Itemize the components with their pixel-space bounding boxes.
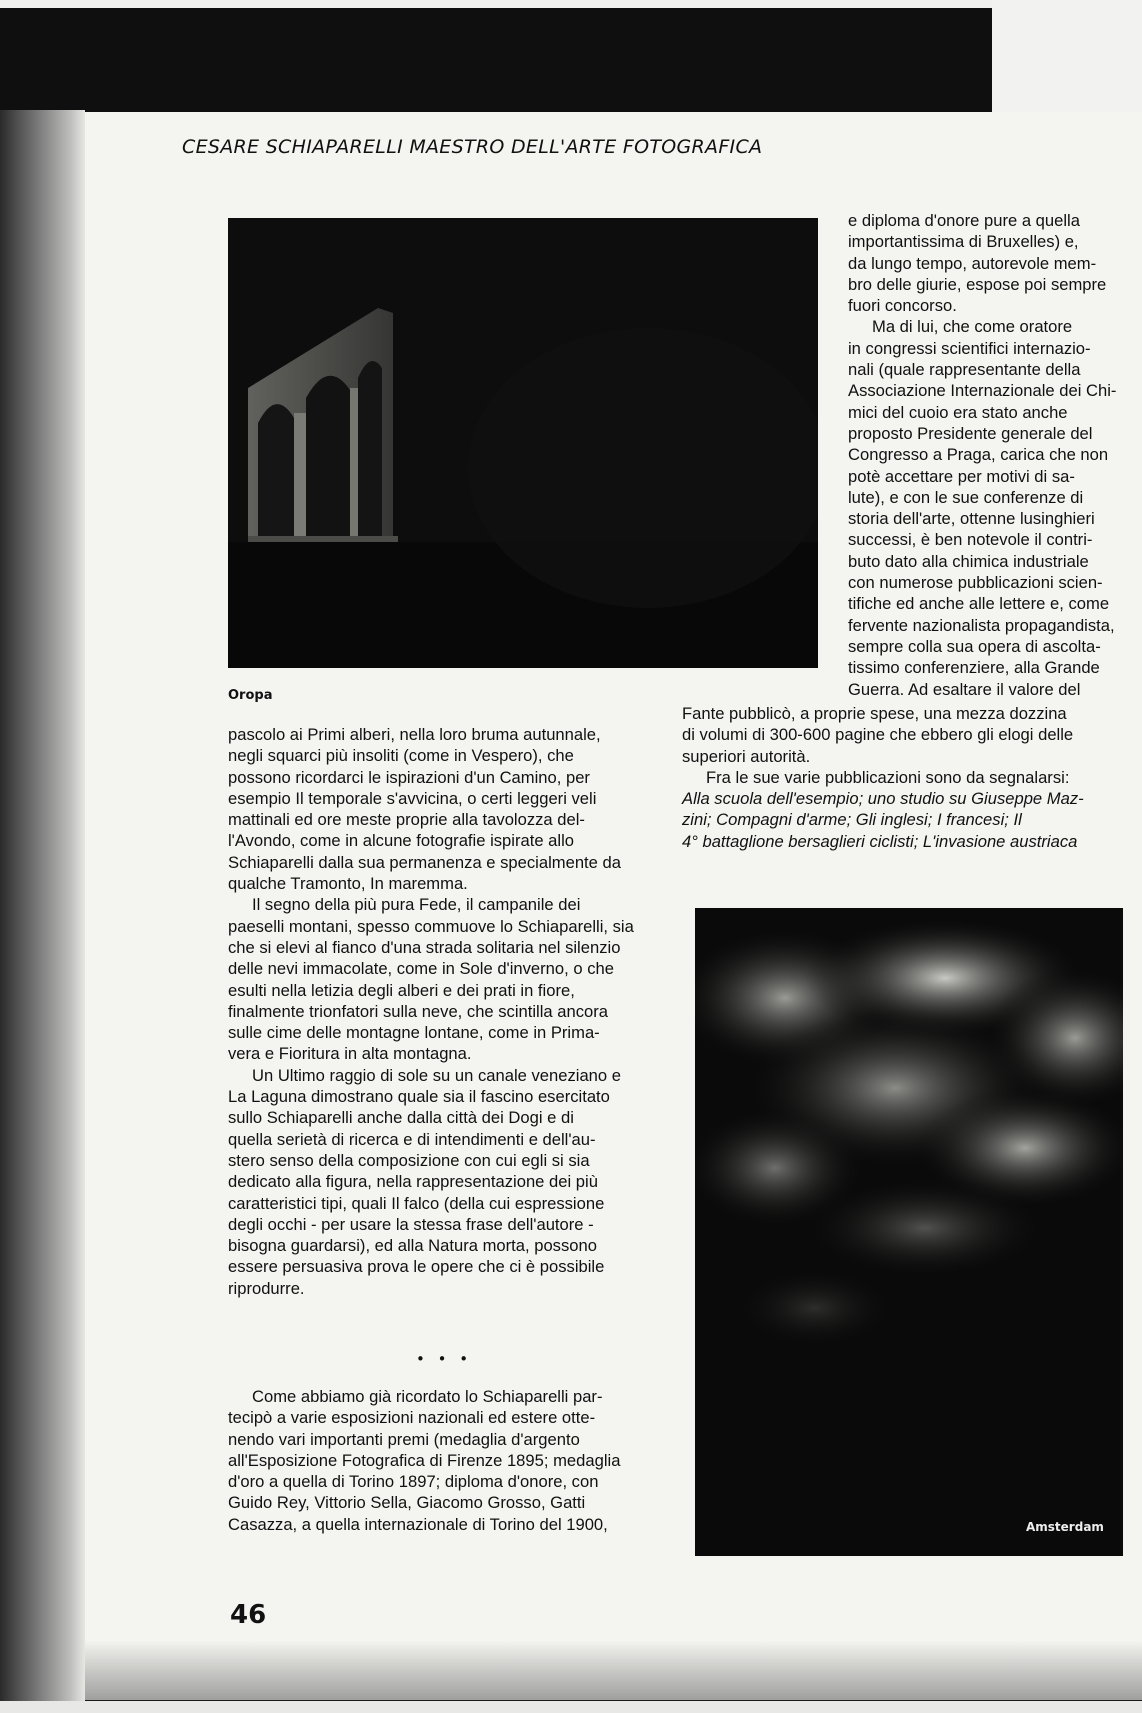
text-line: quella serietà di ricerca e di intendimenti e dell'au-	[228, 1129, 596, 1149]
caption-oropa: Oropa	[228, 688, 273, 703]
left-column-bottom-text	[228, 1386, 658, 1535]
text-line: proposto Presidente generale del	[848, 423, 1093, 443]
text-line: fervente nazionalista propagandista,	[848, 615, 1115, 635]
text-line: essere persuasiva prova le opere che ci è possibile	[228, 1257, 605, 1277]
text-line: superiori autorità.	[682, 746, 811, 766]
paragraph	[848, 210, 1136, 316]
text-line: bro delle giurie, espose poi sempre	[848, 274, 1107, 294]
paragraph	[228, 724, 658, 894]
text-line: paeselli montani, spesso commuove lo Schiaparelli, sia	[228, 916, 634, 936]
text-line: tissimo conferenziere, alla Grande	[848, 658, 1100, 678]
text-line: Casazza, a quella internazionale di Torino del 1900,	[228, 1514, 608, 1534]
text-line: successi, è ben notevole il contri-	[848, 530, 1093, 550]
text-line: mattinali ed ore meste proprie alla tavolozza del-	[228, 810, 585, 830]
scan-binding-shadow	[0, 110, 85, 1710]
text-line: vera e Fioritura in alta montagna.	[228, 1044, 472, 1064]
photo-amsterdam	[695, 908, 1123, 1556]
text-line: in congressi scientifici internazio-	[848, 338, 1091, 358]
text-line: mici del cuoio era stato anche	[848, 402, 1068, 422]
text-line: Guido Rey, Vittorio Sella, Giacomo Grosso, Gatti	[228, 1493, 586, 1513]
text-line: 4° battaglione bersaglieri ciclisti; L'invasione austriaca	[682, 831, 1078, 851]
text-line: da lungo tempo, autorevole mem-	[848, 253, 1097, 273]
text-line: negli squarci più insoliti (come in Vespero), che	[228, 746, 574, 766]
text-line: Come abbiamo già ricordato lo Schiaparelli par-	[252, 1387, 603, 1406]
text-line: tifiche ed anche alle lettere e, come	[848, 594, 1110, 614]
oropa-arches-illustration	[228, 218, 818, 668]
text-line: e diploma d'onore pure a quella	[848, 211, 1080, 230]
text-line: Associazione Internazionale dei Chi-	[848, 381, 1117, 401]
text-line: fuori concorso.	[848, 296, 957, 316]
text-line: pascolo ai Primi alberi, nella loro bruma autunnale,	[228, 725, 601, 744]
scan-top-edge	[0, 0, 1142, 8]
photo-oropa	[228, 218, 818, 668]
scan-top-band	[0, 0, 1142, 120]
text-line: delle nevi immacolate, come in Sole d'inverno, o che	[228, 959, 614, 979]
text-line: Guerra. Ad esaltare il valore del	[848, 679, 1081, 699]
text-line: lute), e con le sue conferenze di	[848, 487, 1084, 507]
text-line: l'Avondo, come in alcune fotografie ispirate allo	[228, 831, 575, 851]
text-line: riprodurre.	[228, 1278, 305, 1298]
caption-amsterdam: Amsterdam	[1026, 1520, 1104, 1534]
text-line: di volumi di 300-600 pagine che ebbero gli elogi delle	[682, 725, 1074, 745]
text-line: sulle cime delle montagne lontane, come in Prima-	[228, 1023, 600, 1043]
text-line: finalmente trionfatori sulla neve, che scintilla ancora	[228, 1001, 609, 1021]
paragraph	[228, 894, 658, 1064]
right-column-top-text	[848, 210, 1136, 700]
text-line: stero senso della composizione con cui egli si sia	[228, 1150, 590, 1170]
text-line: dedicato alla figura, nella rappresentazione dei più	[228, 1172, 598, 1192]
text-line: tecipò a varie esposizioni nazionali ed estere otte-	[228, 1408, 596, 1428]
scan-bottom-edge	[0, 1701, 1142, 1713]
left-column-text	[228, 724, 658, 1299]
text-line: Un Ultimo raggio di sole su un canale veneziano e	[252, 1065, 621, 1085]
text-line: importantissima di Bruxelles) e,	[848, 232, 1079, 252]
text-line: nendo vari importanti premi (medaglia d'argento	[228, 1429, 580, 1449]
text-line: storia dell'arte, ottenne lusinghieri	[848, 509, 1095, 529]
text-line: Ma di lui, che come oratore	[872, 317, 1073, 337]
text-line: degli occhi - per usare la stessa frase dell'autore -	[228, 1214, 594, 1234]
paragraph	[228, 1386, 658, 1535]
text-line: d'oro a quella di Torino 1897; diploma d'onore, con	[228, 1472, 599, 1492]
wide-right-text	[682, 703, 1137, 852]
text-line: La Laguna dimostrano quale sia il fascino esercitato	[228, 1087, 610, 1107]
text-line: che si elevi al fianco d'una strada solitaria nel silenzio	[228, 937, 621, 957]
text-line: con numerose pubblicazioni scien-	[848, 573, 1103, 593]
text-line: caratteristici tipi, quali Il falco (della cui espressione	[228, 1193, 605, 1213]
text-line: buto dato alla chimica industriale	[848, 551, 1089, 571]
paragraph	[682, 703, 1137, 767]
paragraph	[848, 316, 1136, 699]
text-line: Congresso a Praga, carica che non	[848, 445, 1109, 465]
text-line: esempio Il temporale s'avvicina, o certi leggeri veli	[228, 788, 597, 808]
text-line: qualche Tramonto, In maremma.	[228, 874, 468, 894]
amsterdam-clouds-illustration	[695, 908, 1123, 1556]
page-number: 46	[230, 1600, 267, 1630]
text-line: esulti nella letizia degli alberi e dei prati in fiore,	[228, 980, 575, 1000]
text-line: Schiaparelli dalla sua permanenza e specialmente da	[228, 852, 621, 872]
text-line: all'Esposizione Fotografica di Firenze 1895; medaglia	[228, 1450, 621, 1470]
scan-bottom-shadow	[85, 1640, 1142, 1700]
text-line: zini; Compagni d'arme; Gli inglesi; I francesi; Il	[682, 810, 1022, 830]
text-line: nali (quale rappresentante della	[848, 360, 1081, 380]
text-line: bisogna guardarsi), ed alla Natura morta, possono	[228, 1236, 597, 1256]
text-line: sempre colla sua opera di ascolta-	[848, 636, 1101, 656]
text-line: possono ricordarci le ispirazioni d'un Camino, per	[228, 767, 590, 787]
text-line: Fante pubblicò, a proprie spese, una mezza dozzina	[682, 704, 1067, 723]
paragraph	[682, 767, 1137, 852]
text-line: Il segno della più pura Fede, il campanile dei	[252, 895, 581, 915]
text-line: sullo Schiaparelli anche dalla città dei Dogi e di	[228, 1108, 574, 1128]
text-line: Alla scuola dell'esempio; uno studio su Giuseppe Maz-	[682, 789, 1084, 809]
scan-top-right-paper	[992, 0, 1142, 112]
text-line: Fra le sue varie pubblicazioni sono da segnalarsi:	[706, 767, 1070, 787]
section-separator: • • •	[416, 1350, 473, 1368]
paragraph	[228, 1065, 658, 1299]
running-title: CESARE SCHIAPARELLI MAESTRO DELL'ARTE FOTOGRAFICA	[182, 136, 763, 158]
text-line: potè accettare per motivi di sa-	[848, 466, 1075, 486]
